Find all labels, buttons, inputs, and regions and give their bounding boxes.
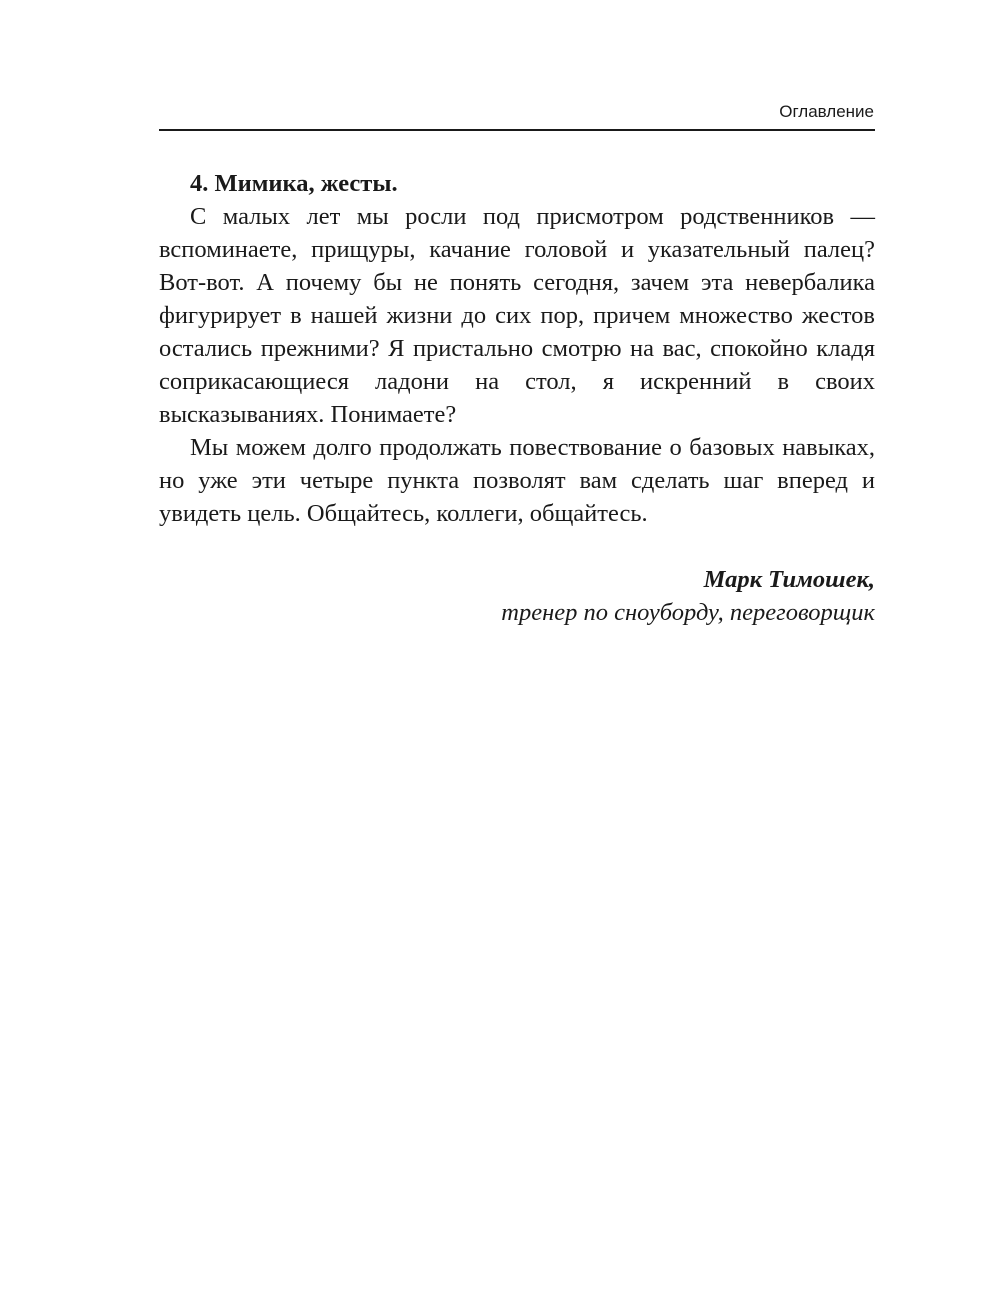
header-divider (159, 129, 875, 131)
signature-role: тренер по сноуборду, переговорщик (501, 599, 875, 626)
section-heading: 4. Мимика, жесты. (190, 170, 398, 197)
body-paragraph: Мы можем долго продолжать повествование о базовых навыках, но уже эти четыре пункта позволят вам сделать шаг вперед и увидеть цель. Общайтесь, коллеги, общайтесь. (159, 434, 875, 527)
page-content (159, 167, 875, 629)
signature-block (159, 563, 875, 629)
table-of-contents-link[interactable]: Оглавление (779, 102, 874, 121)
signature-author: Марк Тимошек, (703, 566, 875, 593)
body-paragraph: С малых лет мы росли под присмотром родственников — вспоминаете, прищуры, качание головой и указательный палец? Вот-вот. А почему бы не понять сегодня, зачем эта невербалика фигурирует в нашей жизни до сих пор, причем множество жестов остались прежними? Я пристально смотрю на вас, спокойно кладя соприкасающиеся ладони на стол, я искренний в своих высказываниях. Понимаете? (159, 203, 875, 428)
